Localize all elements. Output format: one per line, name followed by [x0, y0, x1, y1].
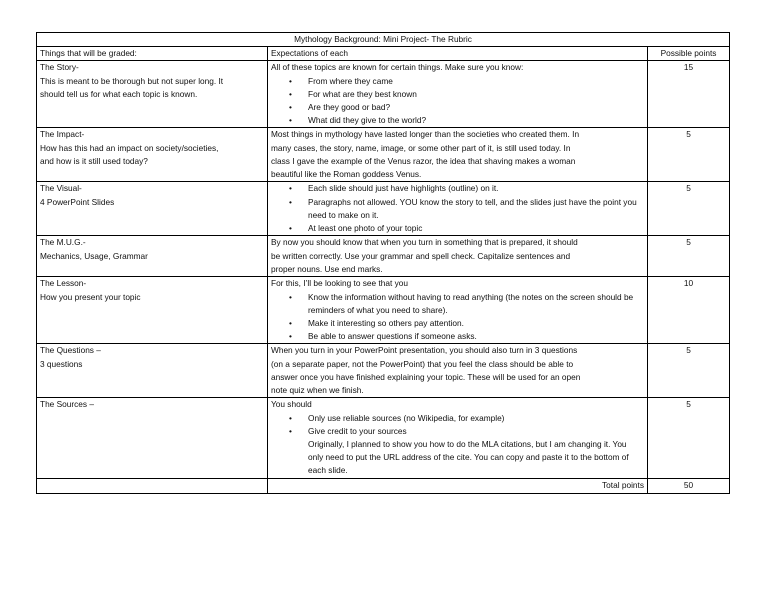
expectation-intro: All of these topics are known for certain things. Make sure you know: [271, 62, 524, 73]
list-item: • At least one photo of your topic [271, 222, 644, 235]
criterion-desc-line: How has this had an impact on society/societies, [40, 142, 219, 153]
expectation-line: answer once you have finished explaining your topic. These will be used for an open [271, 371, 581, 382]
expectation-line: (on a separate paper, not the PowerPoint) that you feel the class should be able to [271, 358, 574, 369]
criterion-title: The Questions – [40, 345, 101, 356]
bullet-icon: • [289, 196, 292, 207]
points-cell: 15 [648, 61, 730, 128]
criterion-title: The Impact- [40, 129, 85, 140]
title-row [37, 33, 730, 47]
list-item: • Are they good or bad? [271, 101, 644, 114]
expectation-list [271, 75, 644, 128]
header-graded: Things that will be graded: [37, 47, 268, 61]
points-cell: 10 [648, 277, 730, 344]
criterion-desc-line: Mechanics, Usage, Grammar [40, 250, 148, 261]
list-item: • Be able to answer questions if someone asks. [271, 330, 644, 343]
expectation-line: When you turn in your PowerPoint presentation, you should also turn in 3 questions [271, 345, 578, 356]
criterion-title: The M.U.G.- [40, 237, 86, 248]
bullet-icon: • [289, 115, 292, 126]
expectation-note: Originally, I planned to show you how to do the MLA citations, but I am changing it. You only need to put the URL address of the cite. You can copy and paste it to the bottom of each slide. [308, 439, 629, 476]
expectation-cell [268, 182, 648, 236]
expectation-cell [268, 236, 648, 277]
rubric-title: Mythology Background: Mini Project- The Rubric [37, 33, 730, 47]
list-item: • For what are they best known [271, 88, 644, 101]
expectation-list [271, 291, 644, 344]
bullet-icon: • [289, 223, 292, 234]
table-row [37, 398, 730, 479]
expectation-cell [268, 277, 648, 344]
expectation-cell [268, 61, 648, 128]
expectation-intro: You should [271, 399, 312, 410]
criterion-cell [37, 128, 268, 182]
table-row [37, 128, 730, 182]
expectation-list [271, 182, 644, 235]
criterion-title: The Story- [40, 62, 79, 73]
table-row [37, 236, 730, 277]
table-row [37, 277, 730, 344]
expectation-line: proper nouns. Use end marks. [271, 263, 383, 274]
criterion-cell [37, 398, 268, 479]
list-item: • Give credit to your sources [271, 425, 644, 438]
expectation-line: beautiful like the Roman goddess Venus. [271, 169, 422, 180]
header-points: Possible points [648, 47, 730, 61]
bullet-icon: • [289, 331, 292, 342]
header-expectations: Expectations of each [268, 47, 648, 61]
expectation-line: class I gave the example of the Venus razor, the idea that shaving makes a woman [271, 155, 576, 166]
expectation-line: be written correctly. Use your grammar and spell check. Capitalize sentences and [271, 250, 571, 261]
list-item: • From where they came [271, 75, 644, 88]
table-row [37, 61, 730, 128]
expectation-cell [268, 128, 648, 182]
bullet-icon: • [289, 102, 292, 113]
expectation-list [271, 412, 644, 438]
criterion-cell [37, 344, 268, 398]
expectation-line: Most things in mythology have lasted longer than the societies who created them. In [271, 129, 580, 140]
bullet-icon: • [289, 291, 292, 302]
criterion-cell [37, 61, 268, 128]
bullet-icon: • [289, 318, 292, 329]
expectation-line: note quiz when we finish. [271, 385, 364, 396]
criterion-cell [37, 277, 268, 344]
expectation-cell [268, 398, 648, 479]
criterion-desc-line: 4 PowerPoint Slides [40, 196, 115, 207]
total-empty-cell [37, 479, 268, 493]
list-item: • Paragraphs not allowed. YOU know the story to tell, and the slides just have the point you need to make on it. [289, 196, 637, 220]
points-cell: 5 [648, 128, 730, 182]
total-label: Total points [268, 479, 648, 493]
rubric-table [36, 32, 730, 494]
expectation-intro: For this, I’ll be looking to see that you [271, 278, 408, 289]
bullet-icon: • [289, 88, 292, 99]
list-item: • Only use reliable sources (no Wikipedia, for example) [271, 412, 644, 425]
criterion-desc-line: This is meant to be thorough but not super long. It [40, 75, 224, 86]
total-value: 50 [648, 479, 730, 493]
criterion-desc-line: and how is it still used today? [40, 155, 148, 166]
bullet-icon: • [289, 425, 292, 436]
expectation-line: By now you should know that when you turn in something that is prepared, it should [271, 237, 578, 248]
points-cell: 5 [648, 344, 730, 398]
criterion-cell [37, 236, 268, 277]
criterion-title: The Visual- [40, 183, 82, 194]
total-row [37, 479, 730, 493]
points-cell: 5 [648, 398, 730, 479]
table-row [37, 182, 730, 236]
table-row [37, 344, 730, 398]
bullet-icon: • [289, 183, 292, 194]
bullet-icon: • [289, 412, 292, 423]
list-item: • Make it interesting so others pay attention. [271, 317, 644, 330]
criterion-desc-line: should tell us for what each topic is known. [40, 88, 198, 99]
list-item: • Know the information without having to read anything (the notes on the screen should be reminders of what you need to share). [289, 291, 634, 315]
criterion-desc-line: 3 questions [40, 358, 83, 369]
criterion-title: The Lesson- [40, 278, 87, 289]
expectation-cell [268, 344, 648, 398]
header-row [37, 47, 730, 61]
list-item: • Each slide should just have highlights (outline) on it. [271, 182, 644, 195]
criterion-title: The Sources – [40, 399, 94, 410]
list-item: • What did they give to the world? [271, 114, 644, 127]
points-cell: 5 [648, 236, 730, 277]
criterion-desc-line: How you present your topic [40, 291, 141, 302]
criterion-cell [37, 182, 268, 236]
expectation-line: many cases, the story, name, image, or some other part of it, is still used today. In [271, 142, 571, 153]
points-cell: 5 [648, 182, 730, 236]
bullet-icon: • [289, 75, 292, 86]
